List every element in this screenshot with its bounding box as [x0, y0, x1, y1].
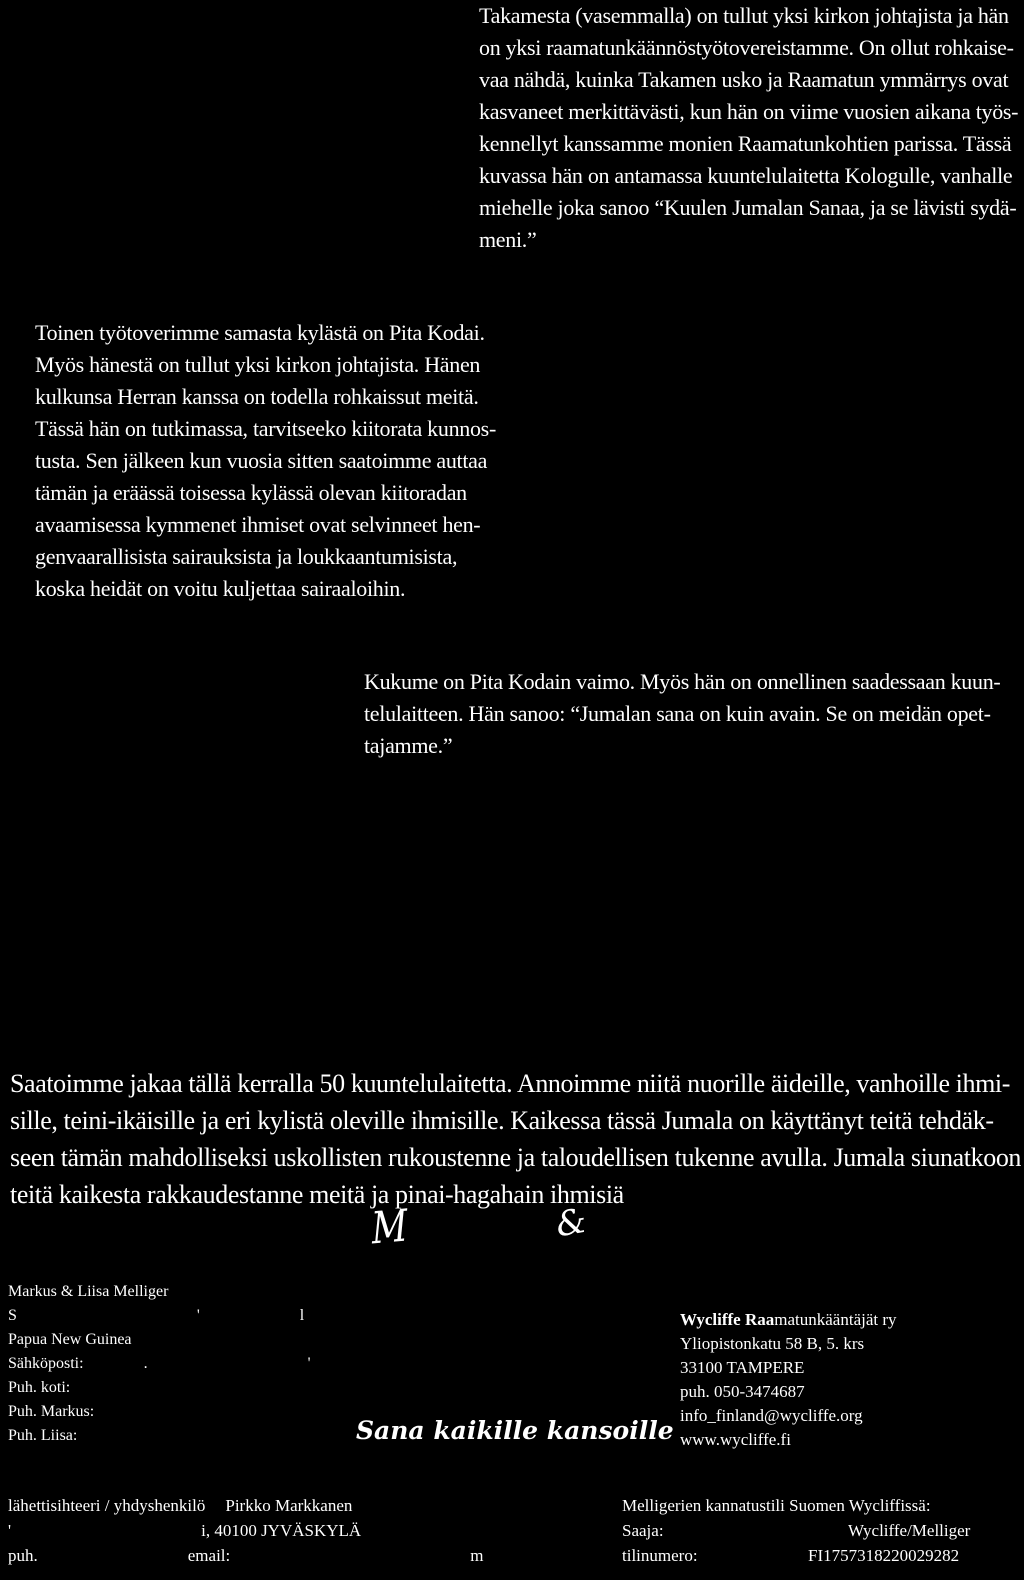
text-line: miehelle joka sanoo “Kuulen Jumalan Sanaa, ja se lävisti sydä- [479, 195, 1017, 220]
text-line: on yksi raamatunkäännöstyötovereistamme. On ollut rohkaise- [479, 35, 1014, 60]
contact-markus-phone: Puh. Markus: [8, 1403, 95, 1420]
text-line: Kukume on Pita Kodain vaimo. Myös hän on onnellinen saadessaan kuun- [364, 669, 1001, 694]
org-address: Yliopistonkatu 58 B, 5. krs [680, 1334, 865, 1353]
text-line: telulaitteen. Hän sanoo: “Jumalan sana on kuin avain. Se on meidän opet- [364, 701, 991, 726]
contact-home-phone: Puh. koti: [8, 1379, 71, 1396]
org-web: www.wycliffe.fi [680, 1430, 791, 1449]
text-line: Myös hänestä on tullut yksi kirkon johtajista. Hänen [35, 352, 481, 377]
org-email: info_finland@wycliffe.org [680, 1406, 863, 1425]
text-line: tämän ja eräässä toisessa kylässä olevan kiitoradan [35, 480, 467, 505]
org-name: Wycliffe Raamatunkääntäjät ry [680, 1310, 897, 1329]
text-line: vaa nähdä, kuinka Takamen usko ja Raamatun ymmärrys ovat [479, 67, 1009, 92]
footer-left [8, 1493, 568, 1568]
text-line: koska heidät on voitu kuljettaa sairaaloihin. [35, 576, 406, 601]
paragraph-pita-kodai [35, 317, 505, 605]
footer-recipient: Saaja: Wycliffe/Melliger [622, 1521, 971, 1540]
text-line: kasvaneet merkittävästi, kun hän on viime vuosien aikana työs- [479, 99, 1019, 124]
org-phone: puh. 050-3474687 [680, 1382, 805, 1401]
text-line: teitä kaikesta rakkaudestanne meitä ja pinai-hagahain ihmisiä [10, 1180, 624, 1209]
contact-left [8, 1280, 338, 1448]
text-line: avaamisessa kymmenet ihmiset ovat selvinneet hen- [35, 512, 481, 537]
org-city: 33100 TAMPERE [680, 1358, 805, 1377]
contact-email: Sähköposti: . ' [8, 1355, 311, 1372]
paragraph-takame [479, 0, 1019, 256]
org-block [680, 1308, 1020, 1452]
contact-liisa-phone: Puh. Liisa: [8, 1427, 78, 1444]
signature-markus: M [370, 1200, 409, 1255]
footer-account-title: Melligerien kannatustili Suomen Wycliffissä: [622, 1496, 931, 1515]
text-line: kennellyt kanssamme monien Raamatunkohtien parissa. Tässä [479, 131, 1012, 156]
text-line: tajamme.” [364, 733, 453, 758]
text-line: Toinen työtoverimme samasta kylästä on Pita Kodai. [35, 320, 485, 345]
text-line: Takamesta (vasemmalla) on tullut yksi kirkon johtajista ja hän [479, 3, 1009, 28]
text-line: kulkunsa Herran kanssa on todella rohkaissut meitä. [35, 384, 479, 409]
text-line: genvaarallisista sairauksista ja loukkaantumisista, [35, 544, 458, 569]
text-line: Tässä hän on tutkimassa, tarvitseeko kiitorata kunnos- [35, 416, 496, 441]
signature-liisa: & [552, 1200, 590, 1246]
footer-phone-email: puh. email: m [8, 1546, 484, 1565]
text-line: seen tämän mahdolliseksi uskollisten rukoustenne ja taloudellisen tukenne avulla. Jumala siunatkoon [10, 1143, 1022, 1172]
footer-contact-person: lähettisihteeri / yhdyshenkilö Pirkko Markkanen [8, 1496, 353, 1515]
contact-names: Markus & Liisa Melliger [8, 1283, 169, 1300]
slogan: Sana kaikille kansoille [356, 1416, 674, 1445]
footer-right [622, 1493, 1022, 1568]
text-line: tusta. Sen jälkeen kun vuosia sitten saatoimme auttaa [35, 448, 488, 473]
footer-address: ' i, 40100 JYVÄSKYLÄ [8, 1521, 362, 1540]
text-line: Saatoimme jakaa tällä kerralla 50 kuuntelulaitetta. Annoimme niitä nuorille äideille, vanhoille ihmi- [10, 1069, 1011, 1098]
contact-address-line: S ' l [8, 1307, 305, 1324]
text-line: meni.” [479, 227, 537, 252]
footer-account-number: tilinumero: FI1757318220029282 [622, 1546, 960, 1565]
closing-paragraph [10, 1065, 1020, 1213]
text-line: sille, teini-ikäisille ja eri kylistä oleville ihmisille. Kaikessa tässä Jumala on käyttänyt teitä tehdäk- [10, 1106, 994, 1135]
text-line: kuvassa hän on antamassa kuuntelulaitetta Kologulle, vanhalle [479, 163, 1013, 188]
contact-country: Papua New Guinea [8, 1331, 132, 1348]
paragraph-kukume [364, 666, 1019, 762]
